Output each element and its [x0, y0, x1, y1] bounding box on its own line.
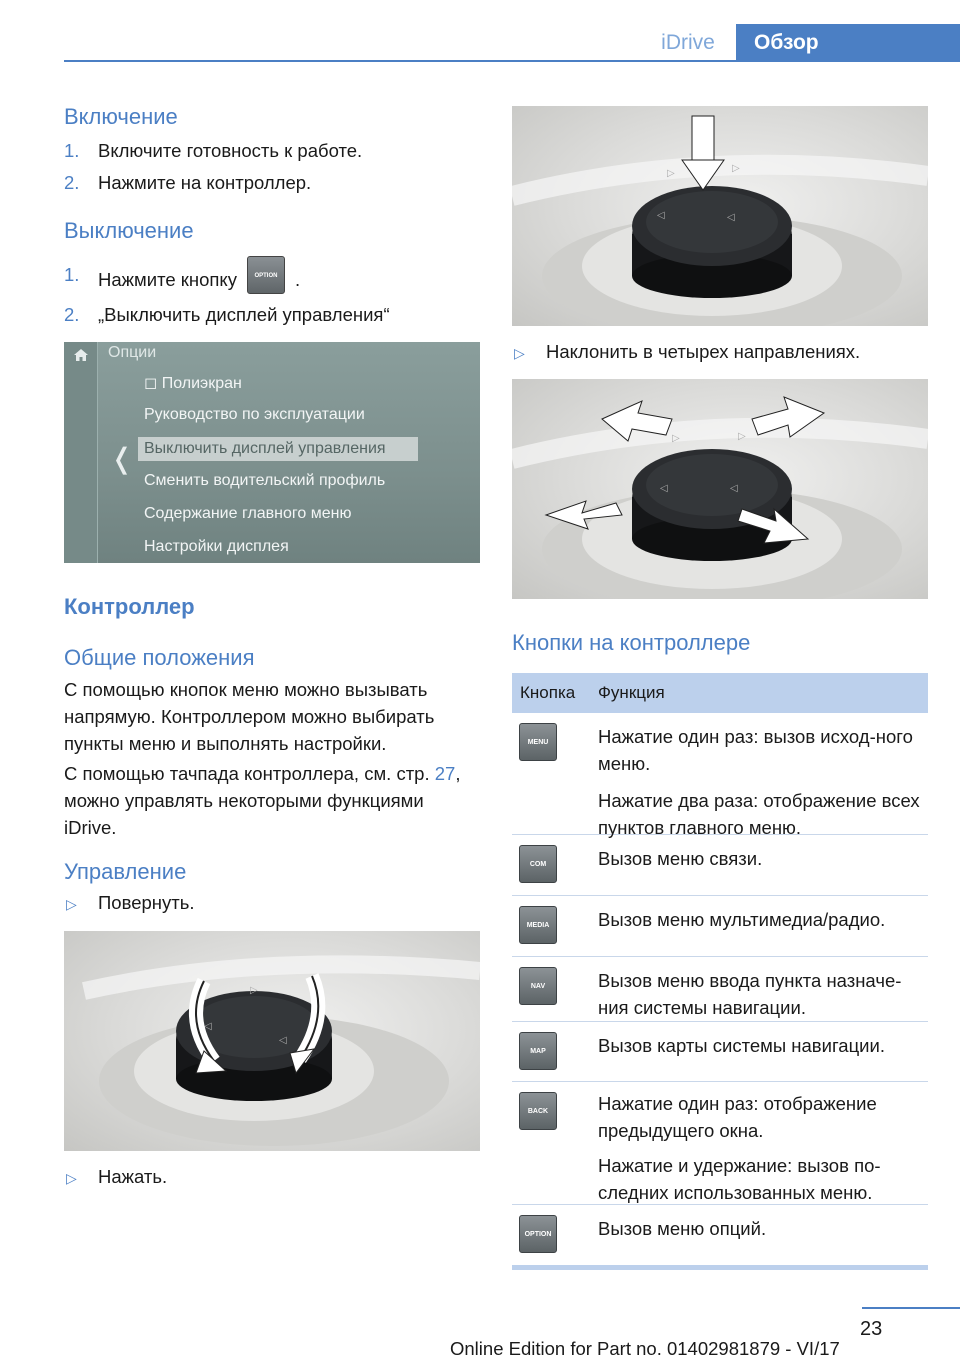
triangle-bullet-icon: ▷	[66, 896, 77, 912]
table-cell: Вызов меню связи.	[598, 848, 763, 869]
table-row	[512, 896, 928, 957]
paragraph-text: С помощью тачпада контроллера, см. стр.	[64, 763, 430, 784]
button-label: MENU	[527, 739, 549, 746]
bullet-text: Нажать.	[98, 1166, 168, 1187]
svg-text:◁: ◁	[727, 212, 735, 223]
step-number: 1.	[64, 140, 80, 161]
bullet-text: Наклонить в четырех направлениях.	[546, 341, 861, 362]
step-number: 2.	[64, 172, 80, 193]
nav-button-icon	[519, 967, 557, 1005]
screen-menu-item: Настройки дисплея	[144, 538, 289, 555]
svg-text:▷: ▷	[667, 168, 675, 179]
button-label: BACK	[527, 1108, 549, 1115]
screen-menu-item: Сменить водительский профиль	[144, 472, 386, 489]
table-cell: Вызов меню опций.	[598, 1218, 767, 1239]
heading-controller: Контроллер	[64, 594, 195, 619]
heading-control: Управление	[64, 859, 187, 884]
button-label: NAV	[530, 983, 546, 990]
list-item	[64, 170, 480, 196]
table-row	[512, 835, 928, 896]
media-button-icon	[519, 906, 557, 944]
step-number: 1.	[64, 264, 80, 285]
heading-controller-buttons: Кнопки на контроллере	[512, 630, 751, 655]
table-row	[512, 1205, 928, 1265]
header-active-tab: Обзор	[736, 24, 960, 62]
svg-text:▷: ▷	[250, 985, 258, 996]
table-cell: Нажатие один раз: вызов исход-ного меню.	[598, 726, 913, 774]
controller-tilt-image	[512, 379, 928, 599]
table-cell: Нажатие один раз: отображение предыдущего окна.	[598, 1093, 877, 1141]
paragraph-text: , можно управлять некоторыми функциями iDrive.	[64, 763, 461, 838]
table-row	[512, 1082, 928, 1205]
menu-button-icon	[519, 723, 557, 761]
table-row	[512, 1022, 928, 1082]
list-item	[512, 339, 928, 365]
list-item	[64, 890, 480, 916]
screen-sidebar	[64, 342, 98, 563]
svg-text:◁: ◁	[660, 483, 668, 494]
option-button-icon	[247, 256, 285, 294]
button-label: MAP	[530, 1048, 546, 1055]
table-cell: Вызов меню ввода пункта назначе-ния системы навигации.	[598, 970, 902, 1018]
table-row	[512, 957, 928, 1022]
heading-switch-on: Включение	[64, 104, 178, 129]
controller-rotate-image	[64, 931, 480, 1151]
button-label: COM	[529, 861, 547, 868]
svg-text:▷: ▷	[732, 163, 740, 174]
button-label: OPTION	[524, 1231, 552, 1238]
footer-edition: Online Edition for Part no. 01402981879 - VI/17	[450, 1338, 840, 1359]
controller-press-image	[512, 106, 928, 326]
svg-text:◁: ◁	[279, 1035, 287, 1046]
table-bottom-rule	[512, 1265, 928, 1270]
table-row	[512, 713, 928, 838]
screen-menu-item: ◻ Полиэкран	[144, 375, 242, 392]
svg-text:▷: ▷	[672, 433, 680, 444]
svg-text:◁: ◁	[657, 210, 665, 221]
page-number: 23	[860, 1318, 883, 1340]
screen-menu-item: Руководство по эксплуатации	[144, 406, 365, 423]
back-button-icon	[519, 1092, 557, 1130]
triangle-bullet-icon: ▷	[514, 345, 525, 361]
heading-general: Общие положения	[64, 645, 255, 670]
map-button-icon	[519, 1032, 557, 1070]
column-header: Функция	[598, 683, 665, 702]
bullet-text: Повернуть.	[98, 892, 195, 913]
heading-switch-off: Выключение	[64, 218, 194, 243]
list-item	[64, 302, 480, 328]
column-header: Кнопка	[520, 683, 576, 702]
header-rule	[64, 60, 960, 62]
list-item	[64, 1164, 480, 1190]
option-button-icon	[519, 1215, 557, 1253]
step-text-after: .	[294, 268, 301, 290]
header-section-tab: iDrive	[661, 31, 715, 54]
svg-text:▷: ▷	[738, 431, 746, 442]
table-cell: Нажатие два раза: отображение всех пунктов главного меню.	[598, 790, 920, 838]
options-screen-image	[64, 342, 480, 563]
paragraph: С помощью кнопок меню можно вызывать напрямую. Контроллером можно выбирать пункты меню и выполнять настройки.	[64, 679, 435, 754]
step-number: 2.	[64, 304, 80, 325]
screen-title: Опции	[108, 344, 157, 361]
svg-text:◁: ◁	[204, 1021, 212, 1032]
chevron-left-icon: ❬	[110, 443, 134, 474]
option-button-label: OPTION	[254, 273, 278, 279]
page-link[interactable]: 27	[434, 763, 456, 784]
button-label: MEDIA	[526, 922, 550, 929]
step-text	[98, 262, 300, 300]
buttons-table	[512, 673, 928, 1270]
table-header	[512, 673, 928, 713]
table-cell: Вызов меню мультимедиа/радио.	[598, 909, 886, 930]
table-cell: Нажатие и удержание: вызов по-следних использованных меню.	[598, 1155, 881, 1203]
step-text: Включите готовность к работе.	[98, 140, 363, 161]
list-item	[64, 262, 480, 292]
screen-menu-item-selected: Выключить дисплей управления	[138, 437, 418, 461]
paragraph	[64, 760, 464, 841]
screen-menu-item: Содержание главного меню	[144, 505, 352, 522]
svg-text:◁: ◁	[314, 993, 322, 1004]
home-icon	[73, 348, 89, 362]
footer-rule	[862, 1307, 960, 1309]
list-item	[64, 138, 480, 164]
table-cell: Вызов карты системы навигации.	[598, 1035, 885, 1056]
step-text: Нажмите на контроллер.	[98, 172, 312, 193]
step-text-before: Нажмите кнопку	[98, 268, 237, 290]
com-button-icon	[519, 845, 557, 883]
step-text: „Выключить дисплей управления“	[98, 304, 390, 325]
triangle-bullet-icon: ▷	[66, 1170, 77, 1186]
svg-text:◁: ◁	[730, 483, 738, 494]
